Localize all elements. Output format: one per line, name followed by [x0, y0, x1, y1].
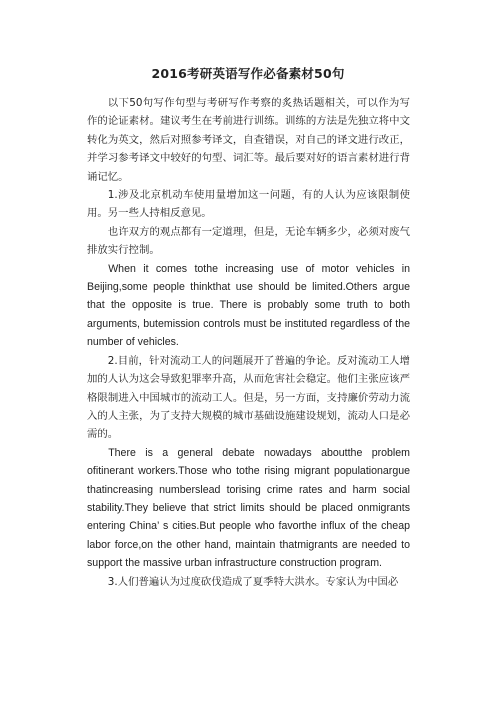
paragraph-2-english: There is a general debate nowadays aboutthe problem ofitinerant workers.Those who tothe rising migrant populationargue thatincreasing numberslead torising crime rates and harm social stability.They believe that strict limits should be placed onmigrants entering China’ s cities.But people who favorthe influx of the cheap labor force,on the other hand, maintain thatmigrants are needed to support the massive urban infrastructure construction program.	[87, 446, 410, 570]
paragraph-1-english: When it comes tothe increasing use of motor vehicles in Beijing,some people thinkthat use should be limited.Others argue that the opposite is true. There is probably some truth to both arguments, butemission controls must be instituted regardless of the number of vehicles.	[87, 262, 410, 349]
paragraph-1-chinese-cont: 也许双方的观点都有一定道理，但是，无论车辆多少，必须对废气排放实行控制。	[87, 225, 410, 257]
document-body	[87, 94, 410, 591]
paragraph-3-chinese: 3.人们普遍认为过度砍伐造成了夏季特大洪水。专家认为中国必	[107, 575, 399, 588]
document-title: 2016考研英语写作必备素材50句	[151, 66, 345, 81]
paragraph-2-chinese: 2.目前，针对流动工人的问题展开了普遍的争论。反对流动工人增加的人认为这会导致犯罪率升高，从而危害社会稳定。他们主张应该严格限制进入中国城市的流动工人。但是，另一方面，支持廉价劳动力流入的人主张，为了支持大规模的城市基础设施建设规划，流动人口是必需的。	[87, 354, 410, 441]
paragraph-1-chinese: 1.涉及北京机动车使用量增加这一问题，有的人认为应该限制使用。另一些人持相反意见。	[87, 189, 410, 220]
intro-paragraph: 以下50句写作句型与考研写作考察的炙热话题相关，可以作为写作的论证素材。建议考生在考前进行训练。训练的方法是先独立将中文转化为英文，然后对照参考译文，自查错误，对自己的译文进行改正，并学习参考译文中较好的句型、词汇等。最后要对好的语言素材进行背诵记忆。	[87, 97, 410, 183]
